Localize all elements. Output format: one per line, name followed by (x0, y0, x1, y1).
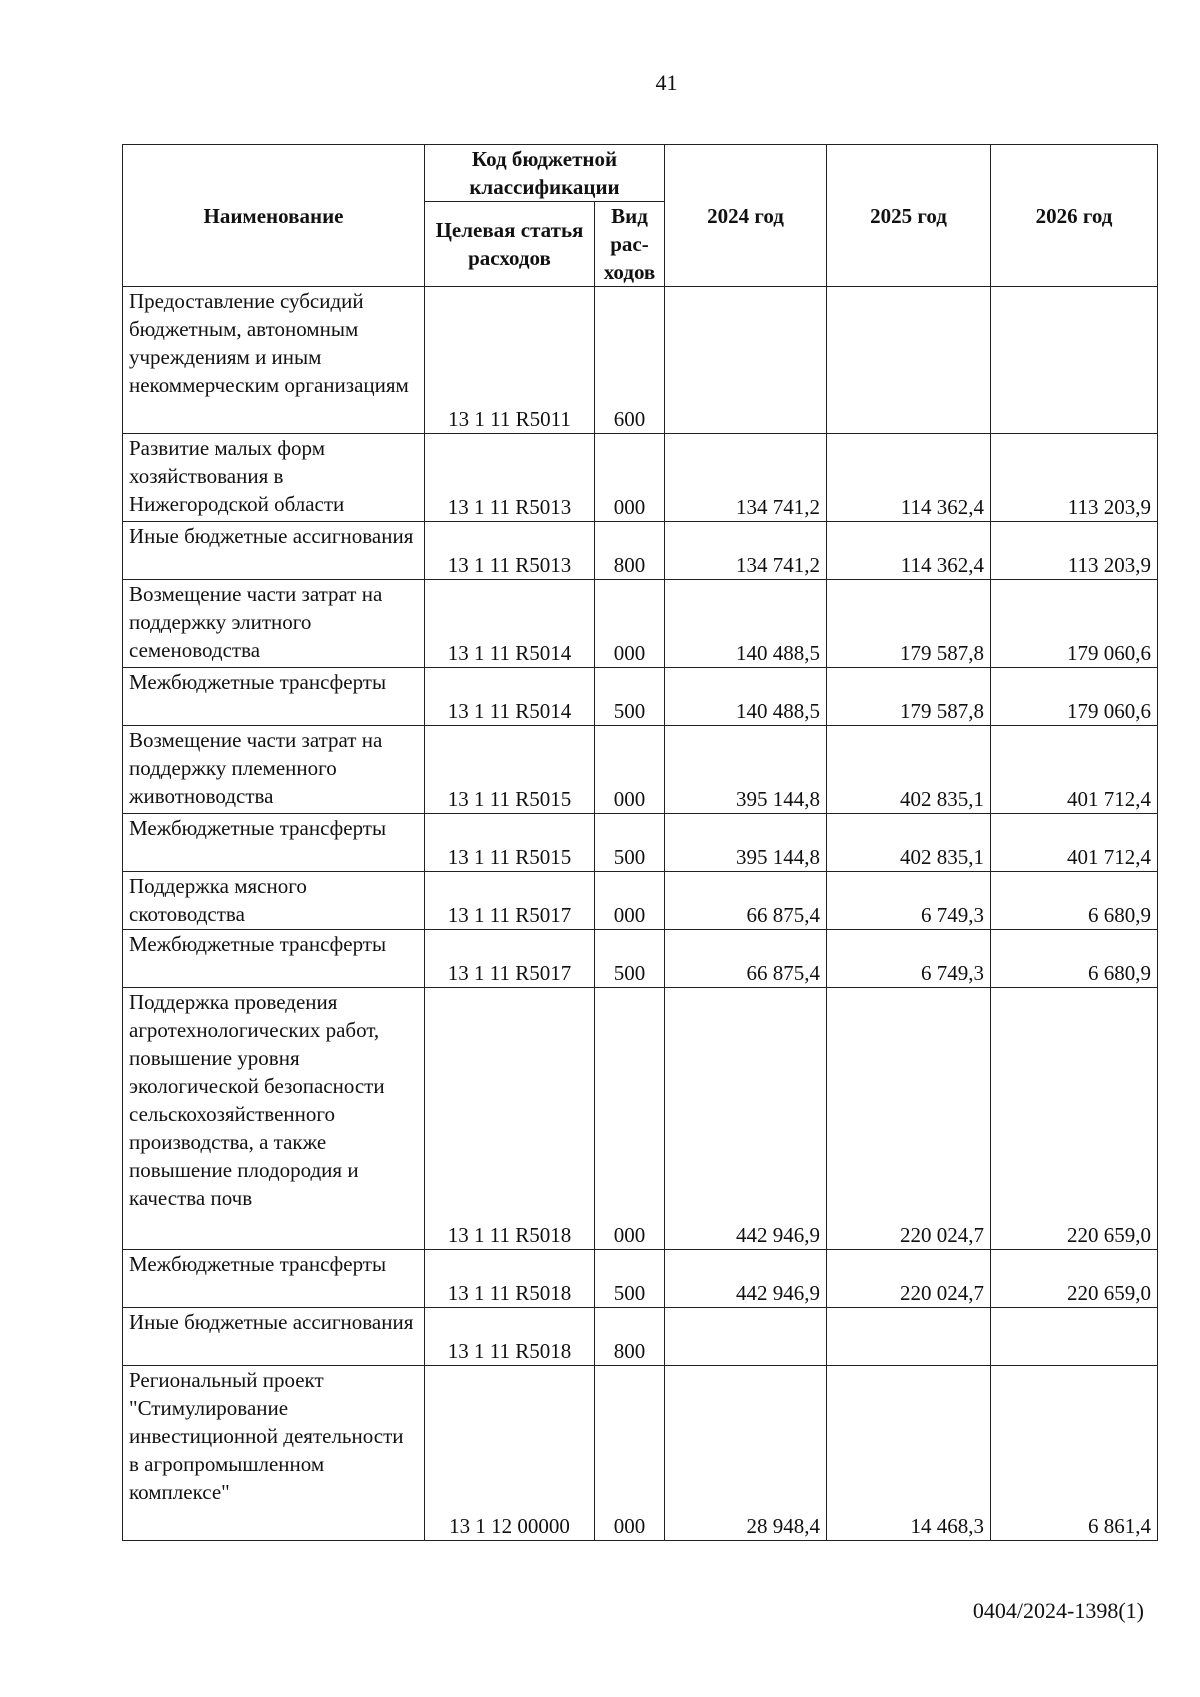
row-name: Иные бюджетные ассигнования (123, 522, 425, 580)
row-expense-kind: 000 (595, 1366, 665, 1541)
row-target-article: 13 1 11 R5015 (425, 814, 595, 872)
row-name: Развитие малых форм хозяйствования в Нижегородской области (123, 434, 425, 522)
row-name: Предоставление субсидий бюджетным, автономным учреждениям и иным некоммерческим организациям (123, 287, 425, 434)
table-row (123, 287, 1158, 434)
row-target-article: 13 1 11 R5013 (425, 434, 595, 522)
budget-table (122, 144, 1158, 1541)
header-kind: Вид рас-ходов (595, 202, 665, 287)
row-value-2025: 114 362,4 (827, 522, 991, 580)
row-target-article: 13 1 11 R5013 (425, 522, 595, 580)
row-name: Возмещение части затрат на поддержку элитного семеноводства (123, 580, 425, 668)
row-value-2024 (665, 287, 827, 434)
page-number: 41 (655, 70, 678, 95)
table-row (123, 580, 1158, 668)
row-target-article: 13 1 11 R5014 (425, 580, 595, 668)
row-name: Межбюджетные трансферты (123, 668, 425, 726)
row-expense-kind: 000 (595, 988, 665, 1250)
row-target-article: 13 1 11 R5015 (425, 726, 595, 814)
row-value-2024: 140 488,5 (665, 668, 827, 726)
row-value-2024: 442 946,9 (665, 988, 827, 1250)
row-expense-kind: 000 (595, 434, 665, 522)
row-value-2026: 6 680,9 (991, 930, 1158, 988)
table-row (123, 1250, 1158, 1308)
row-value-2024: 134 741,2 (665, 522, 827, 580)
table-row (123, 668, 1158, 726)
table-row (123, 814, 1158, 872)
row-target-article: 13 1 11 R5011 (425, 287, 595, 434)
row-value-2025: 402 835,1 (827, 814, 991, 872)
row-value-2024: 140 488,5 (665, 580, 827, 668)
row-value-2026: 6 861,4 (991, 1366, 1158, 1541)
table-body (123, 287, 1158, 1541)
row-value-2025: 6 749,3 (827, 930, 991, 988)
table-header (123, 145, 1158, 287)
row-value-2026: 220 659,0 (991, 1250, 1158, 1308)
row-name: Поддержка проведения агротехнологических работ, повышение уровня экологической безопасности сельскохозяйственного производства, а также повышение плодородия и качества почв (123, 988, 425, 1250)
row-target-article: 13 1 11 R5018 (425, 1250, 595, 1308)
header-2024: 2024 год (665, 145, 827, 287)
row-target-article: 13 1 11 R5014 (425, 668, 595, 726)
row-value-2026: 113 203,9 (991, 522, 1158, 580)
row-value-2025: 402 835,1 (827, 726, 991, 814)
row-value-2024 (665, 1308, 827, 1366)
row-name: Межбюджетные трансферты (123, 814, 425, 872)
row-target-article: 13 1 11 R5018 (425, 988, 595, 1250)
row-value-2025: 114 362,4 (827, 434, 991, 522)
row-value-2026: 113 203,9 (991, 434, 1158, 522)
table-row (123, 1366, 1158, 1541)
row-expense-kind: 000 (595, 726, 665, 814)
row-value-2025: 6 749,3 (827, 872, 991, 930)
header-code-group: Код бюджетной классификации (425, 145, 665, 202)
document-number: 0404/2024-1398(1) (972, 1598, 1144, 1623)
row-value-2024: 134 741,2 (665, 434, 827, 522)
table-row (123, 930, 1158, 988)
row-expense-kind: 500 (595, 668, 665, 726)
row-value-2025 (827, 1308, 991, 1366)
row-value-2026: 401 712,4 (991, 726, 1158, 814)
row-value-2024: 66 875,4 (665, 930, 827, 988)
row-expense-kind: 600 (595, 287, 665, 434)
table-row (123, 988, 1158, 1250)
row-name: Межбюджетные трансферты (123, 930, 425, 988)
table-row (123, 872, 1158, 930)
row-name: Межбюджетные трансферты (123, 1250, 425, 1308)
header-target: Целевая статья расходов (425, 202, 595, 287)
row-value-2024: 66 875,4 (665, 872, 827, 930)
row-value-2024: 395 144,8 (665, 814, 827, 872)
row-name: Возмещение части затрат на поддержку племенного животноводства (123, 726, 425, 814)
row-target-article: 13 1 12 00000 (425, 1366, 595, 1541)
row-name: Иные бюджетные ассигнования (123, 1308, 425, 1366)
row-name: Поддержка мясного скотоводства (123, 872, 425, 930)
row-expense-kind: 500 (595, 814, 665, 872)
row-target-article: 13 1 11 R5017 (425, 930, 595, 988)
row-expense-kind: 500 (595, 930, 665, 988)
row-value-2026 (991, 287, 1158, 434)
row-name: Региональный проект "Стимулирование инвестиционной деятельности в агропромышленном комплексе" (123, 1366, 425, 1541)
row-value-2024: 395 144,8 (665, 726, 827, 814)
row-value-2026: 401 712,4 (991, 814, 1158, 872)
row-expense-kind: 800 (595, 522, 665, 580)
row-value-2025: 220 024,7 (827, 1250, 991, 1308)
header-2025: 2025 год (827, 145, 991, 287)
row-expense-kind: 000 (595, 872, 665, 930)
table-row (123, 726, 1158, 814)
row-value-2025 (827, 287, 991, 434)
table-row (123, 434, 1158, 522)
row-value-2025: 14 468,3 (827, 1366, 991, 1541)
header-name: Наименование (123, 145, 425, 287)
row-value-2025: 179 587,8 (827, 668, 991, 726)
row-value-2025: 179 587,8 (827, 580, 991, 668)
row-value-2026 (991, 1308, 1158, 1366)
row-expense-kind: 500 (595, 1250, 665, 1308)
row-value-2024: 442 946,9 (665, 1250, 827, 1308)
row-value-2026: 6 680,9 (991, 872, 1158, 930)
row-value-2026: 220 659,0 (991, 988, 1158, 1250)
row-target-article: 13 1 11 R5018 (425, 1308, 595, 1366)
row-expense-kind: 800 (595, 1308, 665, 1366)
header-2026: 2026 год (991, 145, 1158, 287)
row-value-2024: 28 948,4 (665, 1366, 827, 1541)
row-value-2026: 179 060,6 (991, 668, 1158, 726)
row-value-2026: 179 060,6 (991, 580, 1158, 668)
row-expense-kind: 000 (595, 580, 665, 668)
table-row (123, 522, 1158, 580)
table-row (123, 1308, 1158, 1366)
row-target-article: 13 1 11 R5017 (425, 872, 595, 930)
row-value-2025: 220 024,7 (827, 988, 991, 1250)
